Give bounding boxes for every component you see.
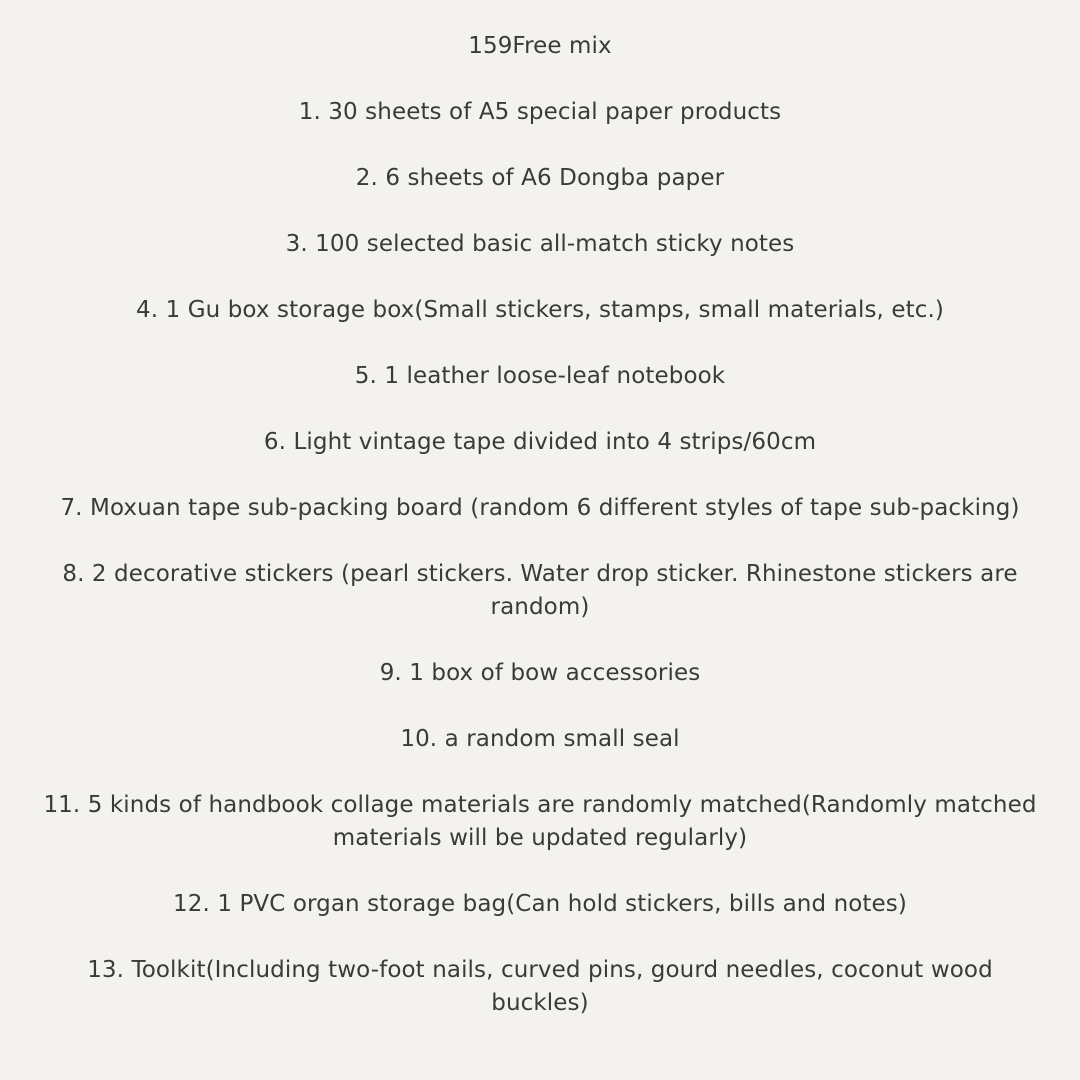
- list-item: 5. 1 leather loose-leaf notebook: [354, 363, 726, 389]
- list-item: 9. 1 box of bow accessories: [379, 660, 701, 686]
- list-item: 1. 30 sheets of A5 special paper products: [298, 99, 782, 125]
- list-item: 7. Moxuan tape sub-packing board (random 6 different styles of tape sub-packing): [60, 495, 1020, 521]
- list-item: 13. Toolkit(Including two-foot nails, curved pins, gourd needles, coconut wood buckles): [87, 957, 993, 1016]
- list-item: 8. 2 decorative stickers (pearl stickers. Water drop sticker. Rhinestone stickers are random): [62, 561, 1018, 620]
- list-item: 12. 1 PVC organ storage bag(Can hold stickers, bills and notes): [173, 891, 907, 917]
- list-item: 11. 5 kinds of handbook collage materials are randomly matched(Randomly matched materials will be updated regularly): [43, 792, 1037, 851]
- page-title: 159Free mix: [468, 33, 612, 59]
- list-item: 2. 6 sheets of A6 Dongba paper: [355, 165, 725, 191]
- list-item: 3. 100 selected basic all-match sticky notes: [285, 231, 795, 257]
- contents-list: [0, 96, 1080, 1020]
- list-item: 4. 1 Gu box storage box(Small stickers, stamps, small materials, etc.): [136, 297, 944, 323]
- list-item: 10. a random small seal: [400, 726, 680, 752]
- list-item: 6. Light vintage tape divided into 4 strips/60cm: [263, 429, 817, 455]
